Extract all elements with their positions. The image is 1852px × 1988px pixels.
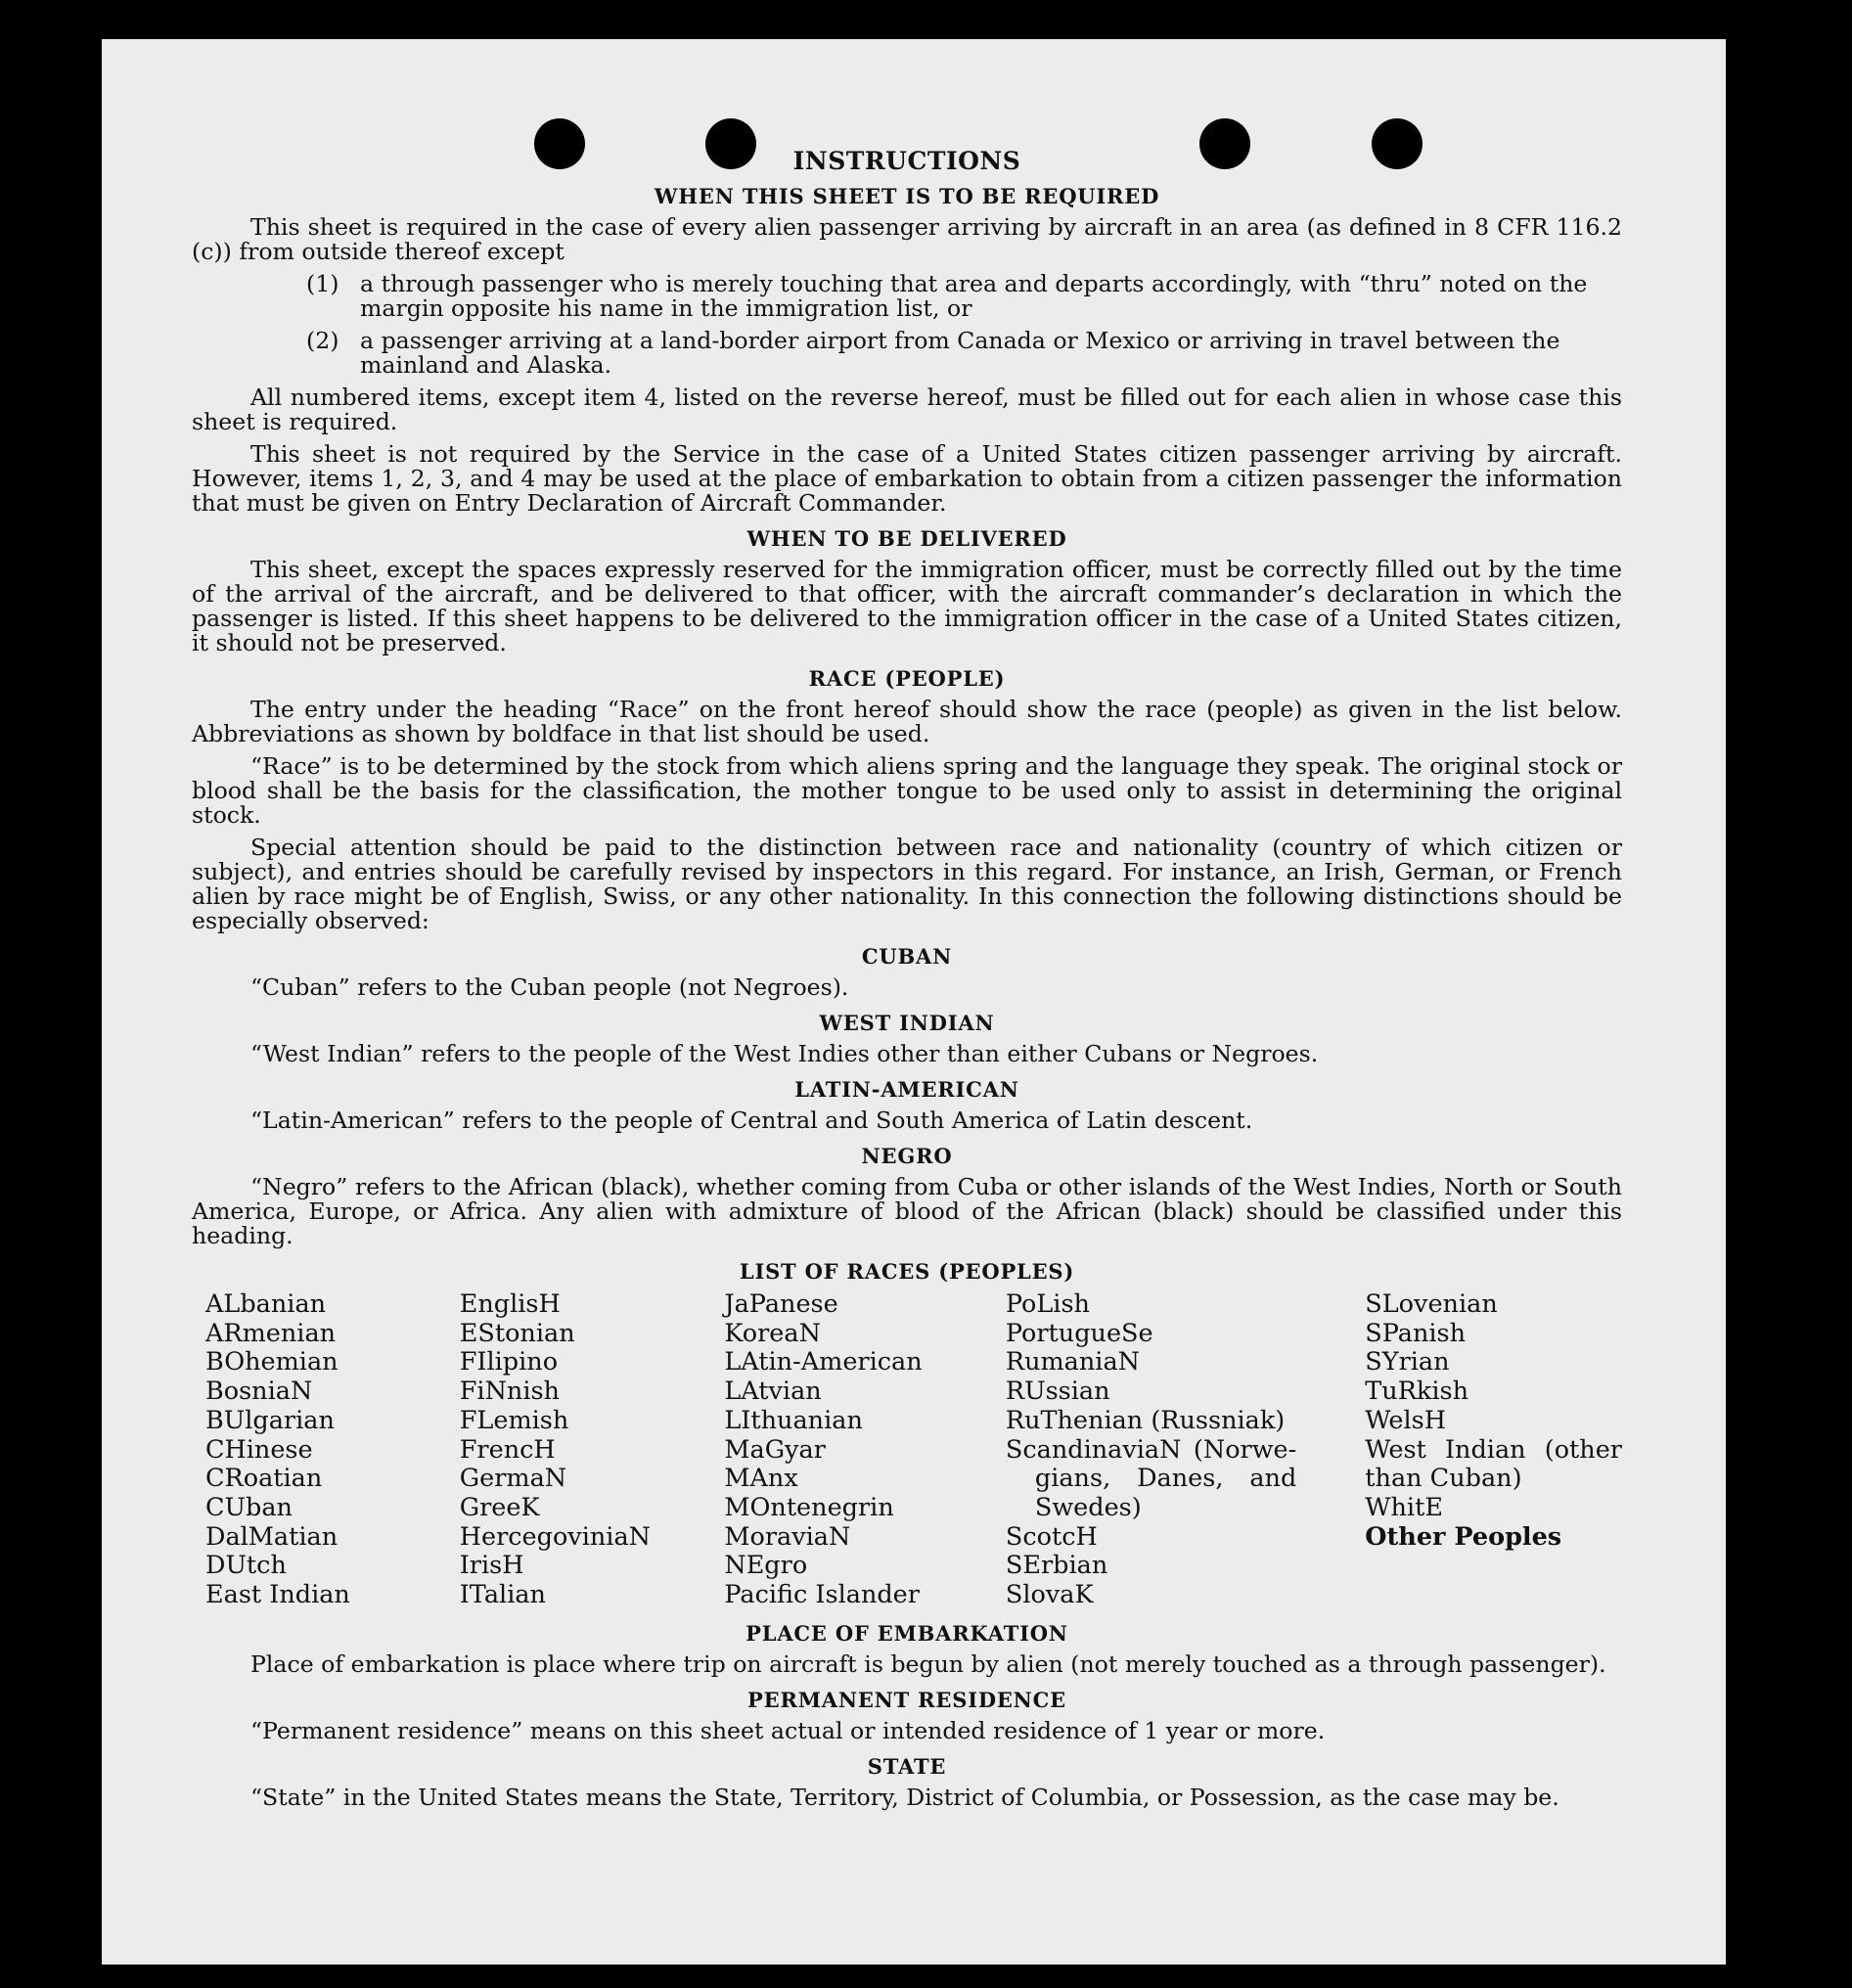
race-item: Swedes)	[1034, 1492, 1142, 1522]
race-item: RuThenian (Russniak)	[1005, 1405, 1286, 1435]
race-item: IrisH	[459, 1551, 524, 1581]
section-heading-required: WHEN THIS SHEET IS TO BE REQUIRED	[654, 184, 1160, 208]
race-item: BosniaN	[205, 1377, 313, 1407]
race-item: WelsH	[1365, 1405, 1446, 1435]
page-title: INSTRUCTIONS	[792, 147, 1021, 175]
race-item: MoraviaN	[724, 1521, 851, 1552]
section-heading-cuban: CUBAN	[861, 944, 953, 969]
race-item: Pacific Islander	[724, 1580, 920, 1610]
list-item	[306, 329, 1622, 378]
paragraph: This sheet is required in the case of every alien passenger arriving by aircraft in an area (as defined in 8 CFR 116.2 (c)) from outside thereof except	[192, 213, 1622, 265]
section-heading-latin-american: LATIN-AMERICAN	[794, 1077, 1019, 1102]
races-column-2	[460, 1290, 725, 1610]
race-item: FLemish	[459, 1405, 569, 1435]
race-item: RUssian	[1005, 1377, 1110, 1407]
race-item: EStonian	[459, 1318, 575, 1348]
race-item: ARmenian	[205, 1318, 337, 1348]
race-item: GreeK	[459, 1492, 540, 1522]
section-heading-race: RACE (PEOPLE)	[808, 666, 1006, 691]
section-heading-west-indian: WEST INDIAN	[819, 1011, 995, 1035]
section-heading-embarkation: PLACE OF EMBARKATION	[745, 1620, 1068, 1646]
paragraph: “State” in the United States means the State, Territory, District of Columbia, or Possession, as the case may be.	[250, 1783, 1559, 1811]
race-item: WhitE	[1365, 1492, 1443, 1522]
list-item	[306, 272, 1622, 321]
race-item: RumaniaN	[1005, 1347, 1140, 1378]
paragraph: This sheet is not required by the Service in the case of a United States citizen passenger arriving by aircraft. However, items 1, 2, 3, and 4 may be used at the place of embarkation to obtain from a citizen passenger the information that must be given on Entry Declaration of Aircraft Commander.	[192, 440, 1622, 517]
race-item: MOntenegrin	[724, 1492, 894, 1522]
paragraph: “Negro” refers to the African (black), whether coming from Cuba or other islands of the West Indies, North or South America, Europe, or Africa. Any alien with admixture of blood of the African (black) should be classified under this heading.	[192, 1173, 1622, 1249]
race-item: PoLish	[1005, 1289, 1090, 1319]
race-item: BOhemian	[205, 1347, 339, 1378]
section-heading-state: STATE	[867, 1753, 947, 1779]
races-column-5	[1365, 1290, 1622, 1610]
race-item: SPanish	[1365, 1318, 1467, 1348]
races-column-4	[1006, 1290, 1296, 1610]
section-heading-residence: PERMANENT RESIDENCE	[747, 1687, 1066, 1712]
item-text: a passenger arriving at a land-border airport from Canada or Mexico or arriving in travel between the mainland and Alaska.	[360, 327, 1560, 379]
paragraph: Place of embarkation is place where trip on aircraft is begun by alien (not merely touched as a through passenger).	[250, 1649, 1606, 1678]
race-item: SErbian	[1005, 1551, 1108, 1581]
race-item: West Indian (other	[1365, 1434, 1622, 1465]
race-item: KoreaN	[724, 1318, 821, 1348]
paragraph: “Latin-American” refers to the people of Central and South America of Latin descent.	[250, 1107, 1253, 1134]
race-item: BUlgarian	[205, 1405, 335, 1435]
instructions-content	[192, 112, 1622, 1818]
race-item: FiNnish	[459, 1377, 560, 1407]
race-item: FIlipino	[459, 1347, 559, 1378]
section-heading-negro: NEGRO	[861, 1144, 953, 1168]
races-column-1	[205, 1290, 460, 1610]
race-item: TuRkish	[1365, 1377, 1469, 1407]
race-item: LIthuanian	[724, 1405, 863, 1435]
race-item: than Cuban)	[1365, 1464, 1522, 1494]
paragraph: All numbered items, except item 4, listed on the reverse hereof, must be filled out for each alien in whose case this sheet is required.	[192, 384, 1622, 435]
paragraph: “West Indian” refers to the people of the West Indies other than either Cubans or Negroes.	[250, 1040, 1319, 1067]
races-column-3	[724, 1290, 1006, 1610]
paragraph: This sheet, except the spaces expressly reserved for the immigration officer, must be correctly filled out by the time of the arrival of the aircraft, and be delivered to that officer, with the aircraft commander’s declaration in which the passenger is listed. If this sheet happens to be delivered to the immigration officer in the case of a United States citizen, it should not be preserved.	[192, 556, 1622, 656]
race-item: LAtin-American	[724, 1347, 923, 1378]
race-item: PortugueSe	[1005, 1318, 1153, 1348]
race-item: SLovenian	[1365, 1289, 1498, 1319]
race-item: Other Peoples	[1365, 1521, 1562, 1552]
race-item: GermaN	[459, 1464, 567, 1494]
race-item: HercegoviniaN	[459, 1521, 651, 1552]
paragraph: “Permanent residence” means on this sheet actual or intended residence of 1 year or more.	[250, 1716, 1326, 1744]
paragraph: “Race” is to be determined by the stock from which aliens spring and the language they speak. The original stock or blood shall be the basis for the classification, the mother tongue to be used only to assist in determining the original stock.	[192, 752, 1622, 829]
paragraph: “Cuban” refers to the Cuban people (not Negroes).	[250, 973, 849, 1001]
race-item: ITalian	[459, 1580, 546, 1610]
paragraph: Special attention should be paid to the distinction between race and nationality (country of which citizen or subject), and entries should be carefully revised by inspectors in this regard. For instance, an Irish, German, or French alien by race might be of English, Swiss, or any other nationality. In this connection the following distinctions should be especially observed:	[192, 834, 1622, 934]
race-item: JaPanese	[724, 1289, 838, 1319]
race-item: CRoatian	[205, 1464, 323, 1494]
race-item: ScotcH	[1005, 1521, 1098, 1552]
race-item: CUban	[205, 1492, 293, 1522]
item-text: a through passenger who is merely touching that area and departs accordingly, with “thru” noted on the margin opposite his name in the immigration list, or	[360, 270, 1588, 322]
race-item: NEgro	[724, 1551, 808, 1581]
race-item: ALbanian	[205, 1289, 327, 1319]
race-item: CHinese	[205, 1434, 313, 1465]
race-item: LAtvian	[724, 1377, 822, 1407]
race-item: SYrian	[1365, 1347, 1450, 1378]
document-page	[102, 39, 1726, 1965]
race-item: East Indian	[205, 1580, 350, 1610]
section-heading-list-of-races: LIST OF RACES (PEOPLES)	[739, 1259, 1075, 1284]
section-heading-delivered: WHEN TO BE DELIVERED	[746, 526, 1067, 551]
item-number: (2)	[306, 327, 339, 354]
race-item: FrencH	[459, 1434, 556, 1465]
race-item: DUtch	[205, 1551, 287, 1581]
race-item: MaGyar	[724, 1434, 826, 1465]
paragraph: The entry under the heading “Race” on the front hereof should show the race (people) as given in the list below. Abbreviations as shown by boldface in that list should be used.	[192, 696, 1622, 747]
race-item: EnglisH	[459, 1289, 561, 1319]
race-item: MAnx	[724, 1464, 798, 1494]
race-item: SlovaK	[1005, 1580, 1094, 1610]
item-number: (1)	[306, 270, 339, 297]
race-item: gians, Danes, and	[1034, 1464, 1297, 1494]
race-item: DalMatian	[205, 1521, 339, 1552]
races-list	[205, 1290, 1622, 1610]
race-item: ScandinaviaN (Norwe-	[1005, 1434, 1297, 1465]
